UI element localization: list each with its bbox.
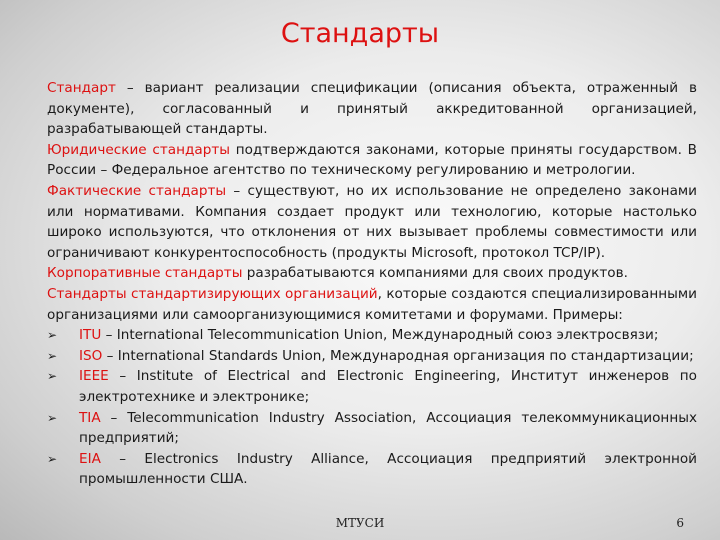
arrow-bullet-icon: ➢: [47, 348, 58, 363]
term-standard: Стандарт: [47, 80, 116, 96]
paragraph-organization-standards: [47, 284, 697, 325]
slide-title: Стандарты: [280, 18, 440, 49]
definition-corporate-standards: разрабатываются компаниями для своих продуктов.: [242, 265, 628, 282]
list-item: [47, 366, 697, 407]
example-abbreviation: ISO: [79, 347, 103, 364]
paragraph-legal-standards: [47, 140, 697, 181]
example-description: – Electronics Industry Alliance, Ассоциация предприятий электронной промышленности США.: [79, 450, 697, 488]
example-abbreviation: ITU: [79, 327, 102, 344]
page-number: 6: [676, 516, 684, 530]
example-description: – Institute of Electrical and Electronic Engineering, Институт инженеров по электротехнике и электронике;: [79, 368, 697, 405]
example-abbreviation: IEEE: [79, 368, 109, 385]
paragraph-standard: [47, 78, 697, 140]
definition-legal-standards: подтверждаются законами, которые приняты государством. В России – Федеральное агентство по техническому регулированию и метрологии.: [47, 141, 697, 179]
definition-organization-standards: , которые создаются специализированными организациями или самоорганизующимися комитетами и форумами. Примеры:: [47, 285, 697, 323]
arrow-bullet-icon: ➢: [47, 451, 58, 466]
examples-list: [47, 325, 697, 490]
term-de-facto-standards: Фактические стандарты: [47, 182, 227, 199]
term-legal-standards: Юридические стандарты: [47, 141, 230, 158]
arrow-bullet-icon: ➢: [47, 410, 58, 425]
term-corporate-standards: Корпоративные стандарты: [47, 265, 243, 282]
example-description: – International Standards Union, Международная организация по стандартизации;: [102, 347, 694, 364]
example-abbreviation: EIA: [79, 450, 101, 467]
arrow-bullet-icon: ➢: [47, 369, 58, 384]
paragraph-de-facto-standards: [47, 181, 697, 263]
example-description: – Telecommunication Industry Association, Ассоциация телекоммуникационных предприятий;: [79, 409, 697, 447]
example-abbreviation: TIA: [79, 409, 101, 426]
term-organization-standards: Стандарты стандартизирующих организаций: [47, 285, 378, 302]
list-item: [47, 325, 697, 346]
arrow-bullet-icon: ➢: [47, 328, 58, 343]
definition-de-facto-standards: – существуют, но их использование не определено законами или нормативами. Компания создает продукт или технологию, которые настолько широко используются, что отклонения от них вызывает проблемы совместимости или ограничивают конкурентоспособность (продукты Microsoft, протокол TCP/IP).: [47, 182, 697, 261]
example-description: – International Telecommunication Union, Международный союз электросвязи;: [101, 327, 659, 344]
slide-content: [47, 78, 697, 490]
footer-organization: МТУСИ: [335, 516, 385, 530]
list-item: [47, 346, 697, 367]
list-item: [47, 449, 697, 490]
definition-standard: – вариант реализации спецификации (описания объекта, отраженный в документе), согласованный и принятый аккредитованной организацией, разрабатывающей стандарты.: [47, 80, 697, 138]
list-item: [47, 408, 697, 449]
paragraph-corporate-standards: [47, 263, 697, 284]
